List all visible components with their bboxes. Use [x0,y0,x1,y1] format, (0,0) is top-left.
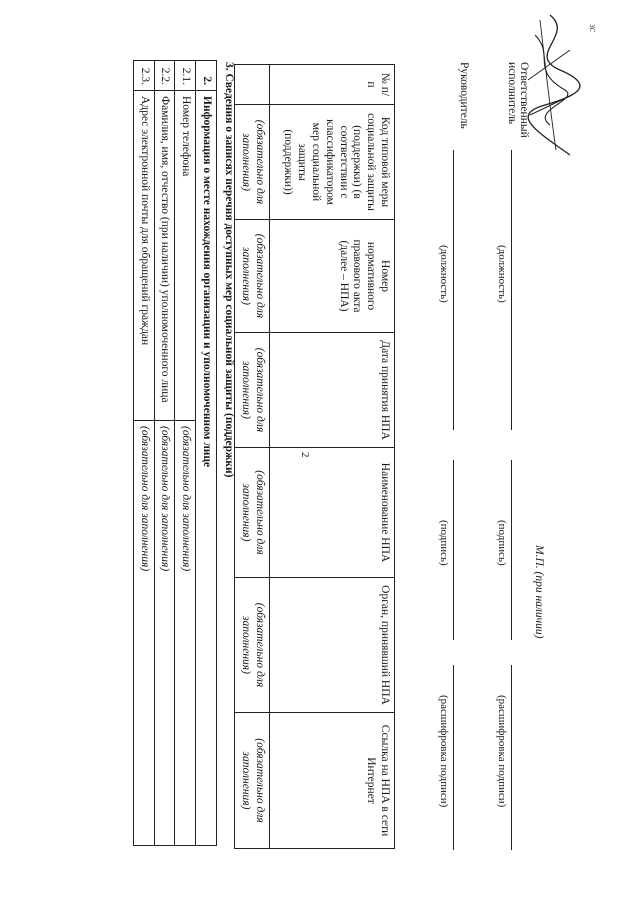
row-value: (обязательно для заполнения) [175,421,196,846]
header-cell: Номер нормативного правового акта (далее – НПА) [270,220,395,333]
head-position-line [453,150,454,430]
table-cell [235,65,270,105]
section-title: Информация о месте нахождения организации и уполномоченном лице [196,91,217,846]
row-number: 2.2. [154,61,175,91]
head-label: Руководитель [458,62,470,129]
head-signature-line [453,460,454,640]
head-signature-caption: (подпись) [438,520,450,566]
head-decoding-line [453,665,454,850]
executor-signature-line [511,460,512,640]
executor-decoding-line [511,665,512,850]
stamp-note: М.П. (при наличии) [533,545,545,639]
row-label: Фамилия, имя, отчество (при наличии) уполномоченного лица [154,91,175,421]
organization-info-table [133,60,217,846]
social-measures-table [234,64,395,849]
table-row [235,65,270,849]
header-cell: Код типовой меры социальной защиты (поддержки) (в соответствии с классификатором мер социальной защиты (поддержки)) [270,105,395,220]
row-number: 2.1. [175,61,196,91]
executor-position-caption: (должность) [496,245,508,303]
header-cell: Ссылка на НПА в сети Интернет [270,713,395,849]
table-cell: (обязательно для заполнения) [235,105,270,220]
head-position-caption: (должность) [438,245,450,303]
corner-mark: зс [587,24,598,33]
head-decoding-caption: (расшифровка подписи) [438,695,450,808]
table-cell: (обязательно для заполнения) [235,448,270,578]
table-row [196,61,217,846]
header-cell: Орган, принявший НПА [270,578,395,713]
table-cell: (обязательно для заполнения) [235,713,270,849]
header-cell: Наименование НПА [270,448,395,578]
header-cell: № п/п [270,65,395,105]
row-label: Номер телефона [175,91,196,421]
table-cell: (обязательно для заполнения) [235,333,270,448]
table-cell: (обязательно для заполнения) [235,220,270,333]
executor-label: Ответственный исполнитель [506,62,530,138]
table-cell: (обязательно для заполнения) [235,578,270,713]
section3-title: 3. Сведения о записях перечня доступных мер социальной защиты (поддержки) [223,62,235,478]
row-value: (обязательно для заполнения) [154,421,175,846]
table-row [175,61,196,846]
executor-position-line [511,150,512,430]
section-number: 2. [196,61,217,91]
table-header-row [270,65,395,849]
row-value: (обязательно для заполнения) [133,421,154,846]
executor-decoding-caption: (расшифровка подписи) [496,695,508,808]
table-row [133,61,154,846]
executor-signature-caption: (подпись) [496,520,508,566]
handwritten-signature-icon [515,10,590,160]
row-number: 2.3. [133,61,154,91]
header-cell: Дата принятия НПА [270,333,395,448]
page-number: 2 [299,452,311,458]
row-label: Адрес электронной почты для обращений граждан [133,91,154,421]
table-row [154,61,175,846]
